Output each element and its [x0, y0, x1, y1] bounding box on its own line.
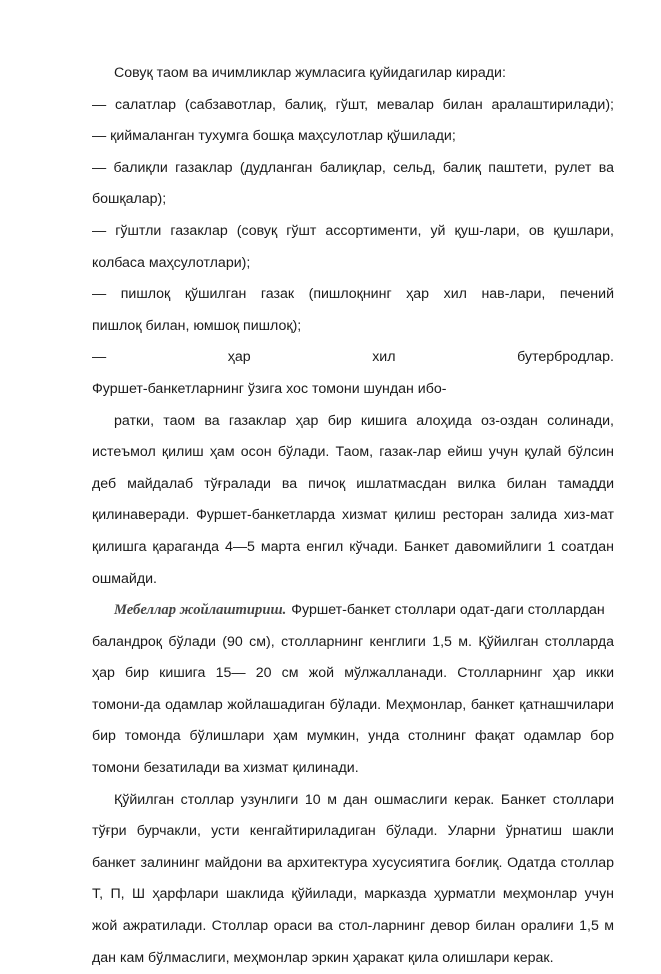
- text-line: ошмайди.: [92, 570, 157, 587]
- text-line: Фуршет-банкетларнинг ўзига хос томони шундан ибо-: [92, 380, 447, 397]
- text-line: жой ажратилади. Столлар ораси ва стол-ларнинг девор билан оралиғи 1,5 м: [92, 918, 614, 935]
- text-span: Фуршет-банкет столлари одат-даги столлардан: [291, 602, 605, 619]
- list-item-fish: — балиқли газаклар (дудланган балиқлар, сельд, балиқ паштети, рулет ва: [92, 159, 614, 176]
- list-item-salads: — салатлар (сабзавотлар, балиқ, гўшт, мевалар билан аралаштирилади);: [92, 96, 614, 113]
- text-line: қилишга қараганда 4—5 марта енгил кўчади. Банкет давомийлиги 1 соатдан: [92, 538, 614, 555]
- text-line: банкет залининг майдони ва архитектура хусусиятига боғлиқ. Одатда столлар: [92, 854, 614, 871]
- text-line: пишлоқ билан, юмшоқ пишлоқ);: [92, 317, 302, 334]
- text-line: бошқалар);: [92, 191, 167, 208]
- text-line: деб майдалаб тўғралади ва пичоқ ишлатмасдан вилка билан тамадди: [92, 475, 614, 492]
- list-item-cheese: — пишлоқ қўшилган газак (пишлоқнинг ҳар хил нав-лари, печений: [92, 286, 614, 303]
- text-line: колбаса маҳсулотлари);: [92, 254, 251, 271]
- text-line: тўғри бурчакли, усти кенгайтириладиган бўлади. Уларни ўрнатиш шакли: [92, 823, 614, 840]
- text-line: Т, П, Ш ҳарфлари шаклида қўйилади, марказда ҳурматли меҳмонлар учун: [92, 886, 614, 903]
- text-line: Қўйилган столлар узунлиги 10 м дан ошмаслиги керак. Банкет столлари: [114, 791, 614, 808]
- list-item-meat: — гўштли газаклар (совуқ гўшт ассортименти, уй қуш-лари, ов қушлари,: [92, 222, 614, 239]
- text-line: қилинаверади. Фуршет-банкетларда хизмат қилиш ресторан залида хиз-мат: [92, 507, 614, 524]
- text-line: истеъмол қилиш ҳам осон бўлади. Таом, газак-лар ейиш учун қулай бўлсин: [92, 444, 614, 461]
- text-line: ратки, таом ва газаклар ҳар бир кишига алоҳида оз-оздан солинади,: [114, 412, 614, 429]
- list-item-sandwiches: — ҳар хил бутербродлар.: [92, 349, 614, 366]
- text-line: ҳар бир кишига 15— 20 см жой мўлжалланади. Столларнинг ҳар икки: [92, 665, 614, 682]
- section-heading: Мебеллар жойлаштириш.: [114, 602, 287, 619]
- text-line: [92, 595, 614, 627]
- list-item-eggs: — қиймаланган тухумга бошқа маҳсулотлар қўшилади;: [92, 128, 456, 145]
- text-line: Совуқ таом ва ичимликлар жумласига қуйидагилар киради:: [114, 65, 506, 81]
- text-line: томони безатилади ва хизмат қилинади.: [92, 760, 359, 777]
- document-page: [92, 58, 614, 974]
- text-line: томони-да одамлар жойлашадиган бўлади. Меҳмонлар, банкет қатнашчилари: [92, 696, 614, 713]
- text-line: дан кам бўлмаслиги, меҳмонлар эркин ҳаракат қила олишлари керак.: [92, 949, 554, 966]
- text-line: бир томонда бўлишлари ҳам мумкин, унда столнинг фақат одамлар бор: [92, 728, 614, 745]
- text-line: баландроқ бўлади (90 см), столларнинг кенглиги 1,5 м. Қўйилган столларда: [92, 633, 614, 650]
